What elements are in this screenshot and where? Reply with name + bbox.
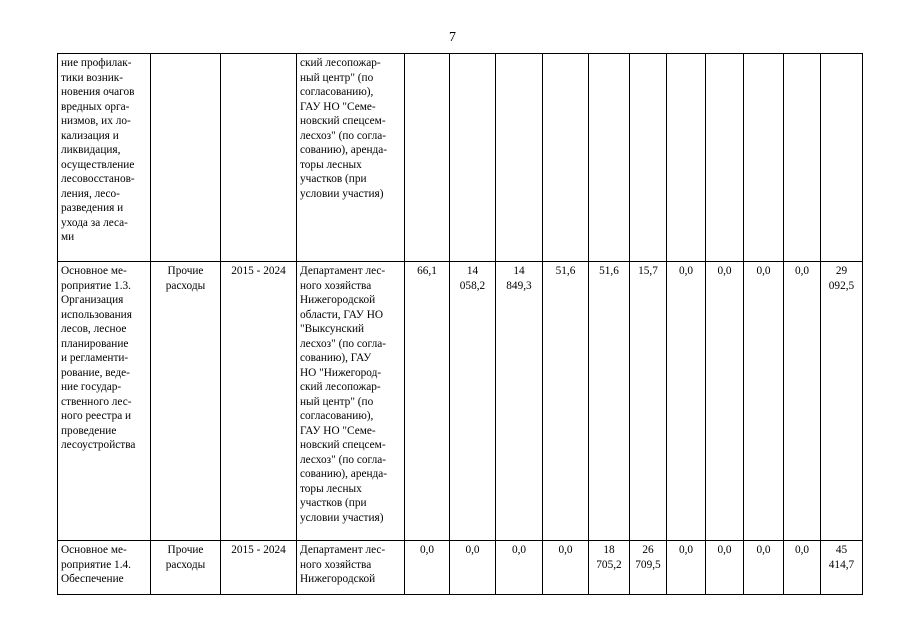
expense-type-cell: Прочие расходы [151,262,221,541]
executors-cell: ский лесопожар- ный центр" (по согласованию), ГАУ НО "Семе- новский спецсем- лесхоз" (по согла- сованию), аренда- торы лесных участков (при условии участия) [297,54,405,262]
value-cell: 0,0 [405,541,450,595]
value-cell: 0,0 [706,262,744,541]
executors-cell: Департамент лес- ного хозяйства Нижегородской области, ГАУ НО "Выксунский лесхоз" (по согла- сованию), ГАУ НО "Нижегород- ский лесопожар- ный центр" (по согласованию), ГАУ НО "Семе- новский спецсем- лесхоз" (по согла- сованию), аренда- торы лесных участков (при условии участия) [297,262,405,541]
value-cell: 26 709,5 [630,541,667,595]
value-cell [667,54,706,262]
value-cell [630,54,667,262]
value-cell: 0,0 [744,541,784,595]
period-cell [221,54,297,262]
value-cell: 15,7 [630,262,667,541]
value-cell: 0,0 [784,541,821,595]
value-cell: 0,0 [667,262,706,541]
value-cell: 0,0 [543,541,589,595]
value-cell: 29 092,5 [821,262,863,541]
value-cell: 51,6 [543,262,589,541]
value-cell: 66,1 [405,262,450,541]
value-cell: 51,6 [589,262,630,541]
expense-type-cell: Прочие расходы [151,541,221,595]
value-cell [784,54,821,262]
value-cell: 0,0 [667,541,706,595]
value-cell [405,54,450,262]
event-name-cell: Основное ме- роприятие 1.4. Обеспечение [58,541,151,595]
table-row [58,541,863,595]
value-cell [543,54,589,262]
value-cell: 0,0 [706,541,744,595]
event-name-cell: Основное ме- роприятие 1.3. Организация использования лесов, лесное планирование и регламенти- рование, веде- ние государ- ственного лес- ного реестра и проведение лесоустройства [58,262,151,541]
table-row [58,262,863,541]
value-cell: 0,0 [784,262,821,541]
event-name-cell: ние профилак- тики возник- новения очагов вредных орга- низмов, их ло- кализация и ликвидация, осуществление лесовосстанов- ления, лесо- разведения и ухода за леса- ми [58,54,151,262]
page-number: 7 [449,30,456,45]
value-cell: 0,0 [744,262,784,541]
value-cell [706,54,744,262]
value-cell: 18 705,2 [589,541,630,595]
value-cell: 45 414,7 [821,541,863,595]
period-cell: 2015 - 2024 [221,541,297,595]
table-row [58,54,863,262]
value-cell [496,54,543,262]
value-cell [450,54,496,262]
executors-cell: Департамент лес- ного хозяйства Нижегородской [297,541,405,595]
period-cell: 2015 - 2024 [221,262,297,541]
expense-type-cell [151,54,221,262]
program-table [57,53,863,595]
value-cell: 14 058,2 [450,262,496,541]
value-cell [821,54,863,262]
value-cell [589,54,630,262]
value-cell: 0,0 [450,541,496,595]
value-cell [744,54,784,262]
value-cell: 0,0 [496,541,543,595]
value-cell: 14 849,3 [496,262,543,541]
